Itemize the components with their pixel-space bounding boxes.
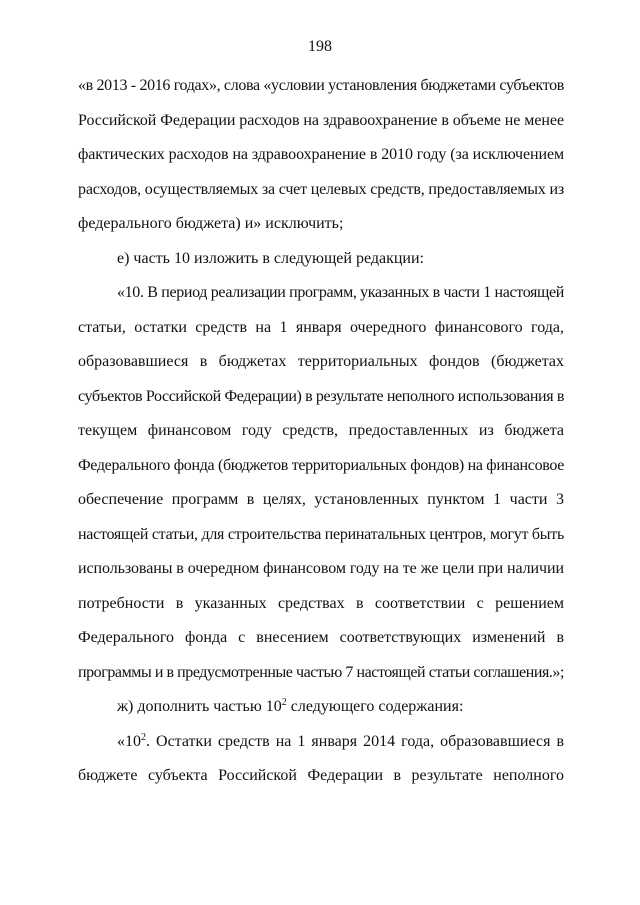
text-line: статьи, остатки средств на 1 января очередного финансового года, <box>78 318 564 336</box>
text-line: фактических расходов на здравоохранение в 2010 году (за исключением <box>78 146 565 163</box>
text-line: потребности в указанных средствах в соответствии с решением <box>78 594 564 612</box>
text-line: текущем финансовом году средств, предоставленных из бюджета <box>78 422 564 439</box>
text-line: федерального бюджета) и» исключить; <box>78 215 344 232</box>
superscript: 2 <box>141 731 146 743</box>
text-line: «10. В период реализации программ, указанных в части 1 настоящей <box>117 284 564 301</box>
text-line: бюджете субъекта Российской Федерации в результате неполного <box>78 767 564 784</box>
text-line: программы и в предусмотренные частью 7 настоящей статьи соглашения.»; <box>78 663 564 681</box>
text-line: расходов, осуществляемых за счет целевых средств, предоставляемых из <box>78 180 565 198</box>
text-fragment: . Остатки средств на 1 января 2014 года, образовавшиеся в <box>146 732 564 750</box>
document-body <box>78 69 564 794</box>
text-fragment: следующего содержания: <box>286 698 464 715</box>
text-line: Федерального фонда с внесением соответствующих изменений в <box>78 629 564 646</box>
text-line: настоящей статьи, для строительства перинатальных центров, могут быть <box>78 525 564 543</box>
text-line: образовавшиеся в бюджетах территориальных фондов (бюджетах <box>78 353 564 370</box>
text-line: Федерального фонда (бюджетов территориальных фондов) на финансовое <box>78 456 564 474</box>
text-line: «в 2013 - 2016 годах», слова «условии установления бюджетами субъектов <box>78 77 565 94</box>
text-line-subsection-zh <box>78 690 564 725</box>
text-line: Российской Федерации расходов на здравоохранение в объеме не менее <box>78 111 565 129</box>
text-line-quote-start <box>78 725 564 760</box>
text-line: использованы в очередном финансовом году на те же цели при наличии <box>78 560 564 577</box>
text-fragment: ж) дополнить частью 10 <box>117 698 282 715</box>
text-fragment: «10 <box>117 732 141 750</box>
superscript: 2 <box>281 697 287 708</box>
text-line: обеспечение программ в целях, установленных пунктом 1 части 3 <box>78 491 564 508</box>
text-line: е) часть 10 изложить в следующей редакции: <box>117 249 424 267</box>
text-line: субъектов Российской Федерации) в результате неполного использования в <box>78 387 564 405</box>
page-number: 198 <box>308 38 332 55</box>
